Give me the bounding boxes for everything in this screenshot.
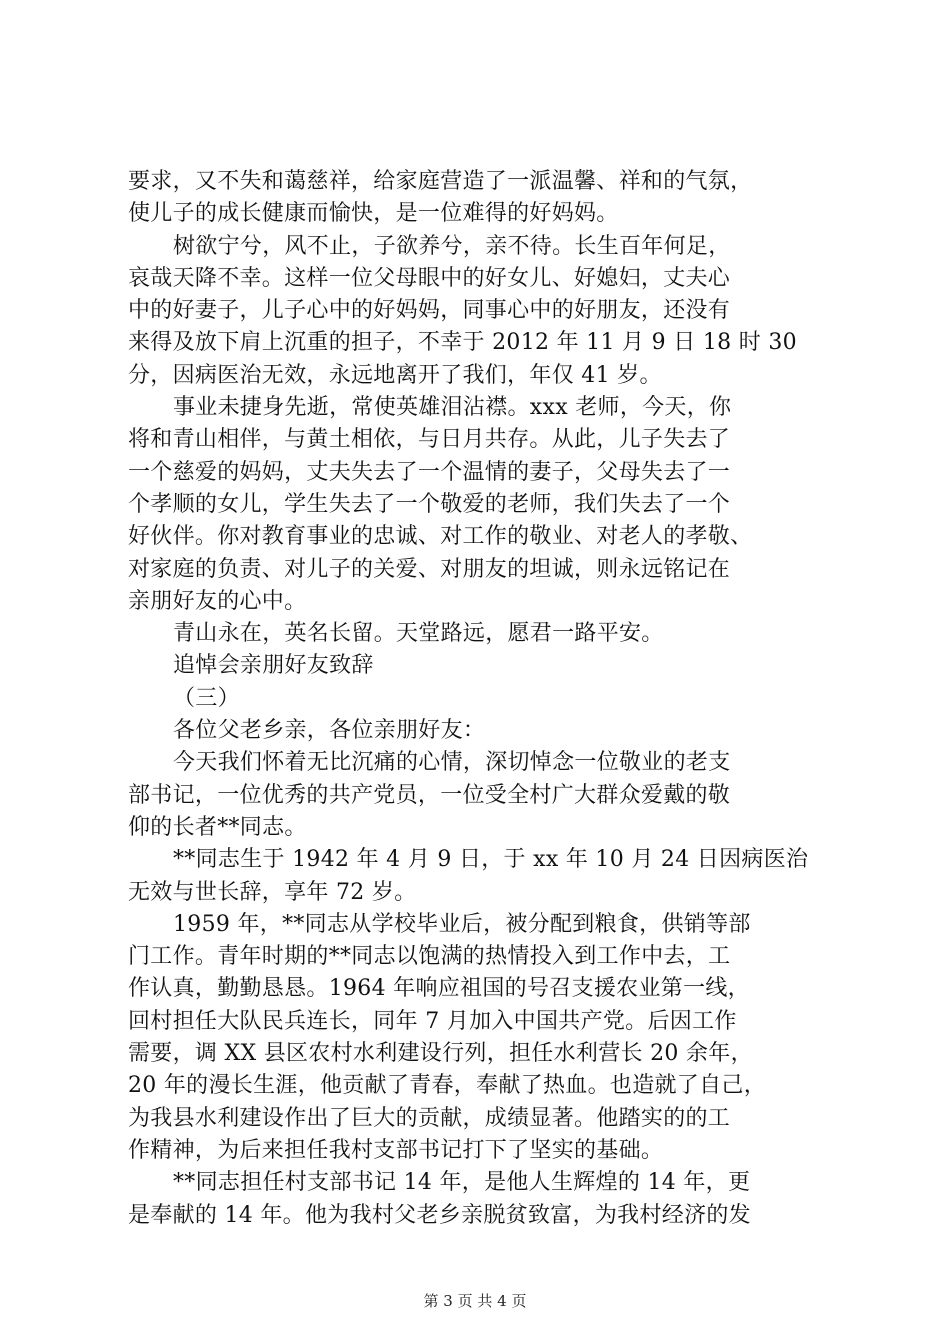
document-body <box>128 166 828 1232</box>
text-line: 好伙伴。你对教育事业的忠诚、对工作的敬业、对老人的孝敬、 <box>128 524 753 550</box>
text-line: 将和青山相伴，与黄土相依，与日月共存。从此，儿子失去了 <box>128 427 731 453</box>
text-line: 部书记，一位优秀的共产党员，一位受全村广大群众爱戴的敬 <box>128 782 731 808</box>
text-line: 是奉献的 14 年。他为我村父老乡亲脱贫致富，为我村经济的发 <box>128 1202 751 1228</box>
text-line: 分，因病医治无效，永远地离开了我们，年仅 41 岁。 <box>128 362 662 388</box>
text-line: 追悼会亲朋好友致辞 <box>173 653 374 679</box>
text-line: 哀哉天降不幸。这样一位父母眼中的好女儿、好媳妇，丈夫心 <box>128 265 731 291</box>
text-line: 需要，调 XX 县区农村水利建设行列，担任水利营长 20 余年， <box>128 1041 753 1067</box>
text-line: 一个慈爱的妈妈，丈夫失去了一个温情的妻子，父母失去了一 <box>128 459 731 485</box>
text-line: 1959 年，**同志从学校毕业后，被分配到粮食，供销等部 <box>173 911 751 937</box>
text-line: 作认真，勤勤恳恳。1964 年响应祖国的号召支援农业第一线， <box>128 976 750 1002</box>
text-line: 无效与世长辞，享年 72 岁。 <box>128 879 417 905</box>
text-line: 作精神，为后来担任我村支部书记打下了坚实的基础。 <box>128 1137 664 1163</box>
text-line: 回村担任大队民兵连长，同年 7 月加入中国共产党。后因工作 <box>128 1008 737 1034</box>
text-line: 门工作。青年时期的**同志以饱满的热情投入到工作中去，工 <box>128 944 731 970</box>
text-line: 要求，又不失和蔼慈祥，给家庭营造了一派温馨、祥和的气氛， <box>128 169 753 194</box>
text-line: 来得及放下肩上沉重的担子，不幸于 2012 年 11 月 9 日 18 时 30 <box>128 330 797 356</box>
text-line: 事业未捷身先逝，常使英雄泪沾襟。xxx 老师，今天，你 <box>173 395 732 421</box>
text-line: 为我县水利建设作出了巨大的贡献，成绩显著。他踏实的的工 <box>128 1105 731 1131</box>
text-line: 青山永在，英名长留。天堂路远，愿君一路平安。 <box>173 621 664 647</box>
text-line: 个孝顺的女儿，学生失去了一个敬爱的老师，我们失去了一个 <box>128 491 731 517</box>
text-line: 各位父老乡亲，各位亲朋好友： <box>173 718 486 744</box>
text-line: 中的好妻子，儿子心中的好妈妈，同事心中的好朋友，还没有 <box>128 298 731 324</box>
text-line: （三） <box>173 685 240 711</box>
text-line: 亲朋好友的心中。 <box>128 588 307 614</box>
text-line: 今天我们怀着无比沉痛的心情，深切悼念一位敬业的老支 <box>173 750 731 776</box>
text-line: 20 年的漫长生涯，他贡献了青春，奉献了热血。也造就了自己， <box>128 1073 766 1099</box>
text-line: 树欲宁兮，风不止，子欲养兮，亲不待。长生百年何足， <box>173 233 731 259</box>
text-line: **同志担任村支部书记 14 年，是他人生辉煌的 14 年，更 <box>173 1170 751 1196</box>
text-line: **同志生于 1942 年 4 月 9 日，于 xx 年 10 月 24 日因病医治 <box>173 847 809 873</box>
text-line: 仰的长者**同志。 <box>128 814 307 840</box>
text-line: 使儿子的成长健康而愉快，是一位难得的好妈妈。 <box>128 201 619 227</box>
text-line: 对家庭的负责、对儿子的关爱、对朋友的坦诚，则永远铭记在 <box>128 556 731 582</box>
page-footer: 第 3 页 共 4 页 <box>423 1292 527 1310</box>
